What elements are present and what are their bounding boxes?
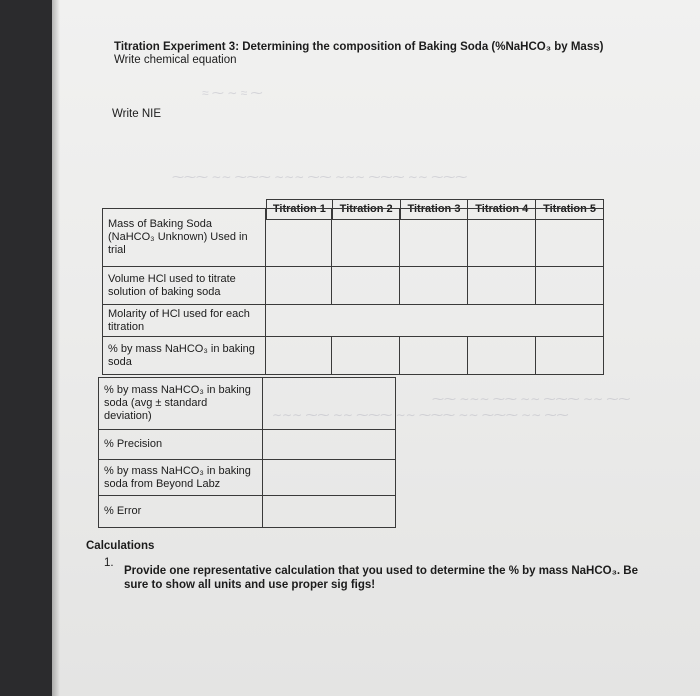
cell-t1-mass[interactable] bbox=[266, 209, 332, 267]
row-label-text: % Error bbox=[104, 505, 142, 517]
row-label-error bbox=[99, 496, 263, 528]
cell-t3-mass[interactable] bbox=[400, 209, 468, 267]
column-header-titration-1: Titration 1 bbox=[267, 200, 333, 220]
row-label-percent-mass bbox=[103, 337, 266, 375]
row-label-text: Volume HCl used to titrate solution of baking soda bbox=[108, 272, 236, 298]
page-shadow bbox=[52, 0, 60, 696]
cell-molarity-merged[interactable] bbox=[266, 305, 604, 337]
cell-precision[interactable] bbox=[262, 430, 395, 460]
bleed-through-text: ∼∼∼ ⁓⁓ ∼∼ ⁓⁓⁓ ∼∼ ⁓⁓⁓ ∼∼ ⁓⁓⁓ ∼∼ ⁓⁓ bbox=[272, 408, 569, 422]
cell-t3-volume[interactable] bbox=[400, 267, 468, 305]
table-row bbox=[99, 378, 396, 430]
summary-table bbox=[98, 377, 396, 528]
worksheet-title: Titration Experiment 3: Determining the composition of Baking Soda (%NaHCO₃ by Mass) bbox=[114, 41, 604, 53]
row-label-text: % by mass NaHCO₃ in baking soda (avg ± standard deviation) bbox=[104, 384, 251, 422]
write-nie-prompt: Write NIE bbox=[112, 108, 161, 120]
column-header-titration-5: Titration 5 bbox=[536, 200, 604, 220]
cell-t3-percent[interactable] bbox=[400, 337, 468, 375]
cell-t2-volume[interactable] bbox=[332, 267, 400, 305]
row-label-text: % Precision bbox=[104, 438, 163, 450]
data-table bbox=[102, 208, 604, 375]
cell-t2-mass[interactable] bbox=[332, 209, 400, 267]
table-row bbox=[99, 430, 396, 460]
row-label-text: % by mass NaHCO₃ in baking soda bbox=[108, 342, 255, 368]
cell-t4-percent[interactable] bbox=[468, 337, 536, 375]
table-row bbox=[99, 496, 396, 528]
worksheet-subtitle: Write chemical equation bbox=[114, 54, 237, 66]
table-row bbox=[103, 209, 604, 267]
cell-t4-mass[interactable] bbox=[468, 209, 536, 267]
calculations-heading: Calculations bbox=[86, 540, 155, 552]
column-header-titration-4: Titration 4 bbox=[468, 200, 536, 220]
cell-error[interactable] bbox=[262, 496, 395, 528]
row-label-text: % by mass NaHCO₃ in baking soda from Beyond Labz bbox=[104, 464, 251, 490]
column-header-titration-2: Titration 2 bbox=[332, 200, 400, 220]
table-row bbox=[103, 267, 604, 305]
table-row bbox=[99, 460, 396, 496]
cell-t5-percent[interactable] bbox=[536, 337, 604, 375]
table-row bbox=[103, 337, 604, 375]
cell-t1-percent[interactable] bbox=[266, 337, 332, 375]
cell-t5-mass[interactable] bbox=[536, 209, 604, 267]
bleed-through-text: ⁓⁓⁓ ∼∼ ⁓⁓⁓ ∼∼∼ ⁓⁓ ∼∼∼ ⁓⁓⁓ ∼∼ ⁓⁓⁓ bbox=[172, 170, 468, 184]
bleed-through-text: ≈ ⁓ ∼ ≈ ⁓ bbox=[202, 86, 263, 100]
row-label-volume-hcl bbox=[103, 267, 266, 305]
calculation-item-text-line1: Provide one representative calculation that you used to determine the % by mass NaHCO₃. Be bbox=[124, 565, 639, 577]
row-label-precision bbox=[99, 430, 263, 460]
cell-t4-volume[interactable] bbox=[468, 267, 536, 305]
column-header-titration-3: Titration 3 bbox=[400, 200, 468, 220]
calculation-item-text-line2: sure to show all units and use proper sig figs! bbox=[124, 579, 376, 591]
worksheet-page bbox=[52, 0, 700, 696]
row-label-mass-baking-soda bbox=[103, 209, 266, 267]
row-label-text: Mass of Baking Soda (NaHCO₃ Unknown) Used in trial bbox=[108, 218, 248, 256]
row-label-text: Molarity of HCl used for each titration bbox=[108, 307, 250, 333]
cell-beyond-labz[interactable] bbox=[262, 460, 395, 496]
row-label-beyond-labz bbox=[99, 460, 263, 496]
cell-t2-percent[interactable] bbox=[332, 337, 400, 375]
table-row bbox=[103, 305, 604, 337]
row-label-avg-stdev bbox=[99, 378, 263, 430]
cell-t1-volume[interactable] bbox=[266, 267, 332, 305]
cell-avg-stdev[interactable] bbox=[262, 378, 395, 430]
bleed-through-text: ⁓⁓ ∼∼∼ ⁓⁓ ∼∼ ⁓⁓⁓ ∼∼ ⁓⁓ bbox=[432, 392, 631, 406]
cell-t5-volume[interactable] bbox=[536, 267, 604, 305]
calculation-item-number: 1. bbox=[104, 557, 114, 569]
row-label-molarity-hcl bbox=[103, 305, 266, 337]
